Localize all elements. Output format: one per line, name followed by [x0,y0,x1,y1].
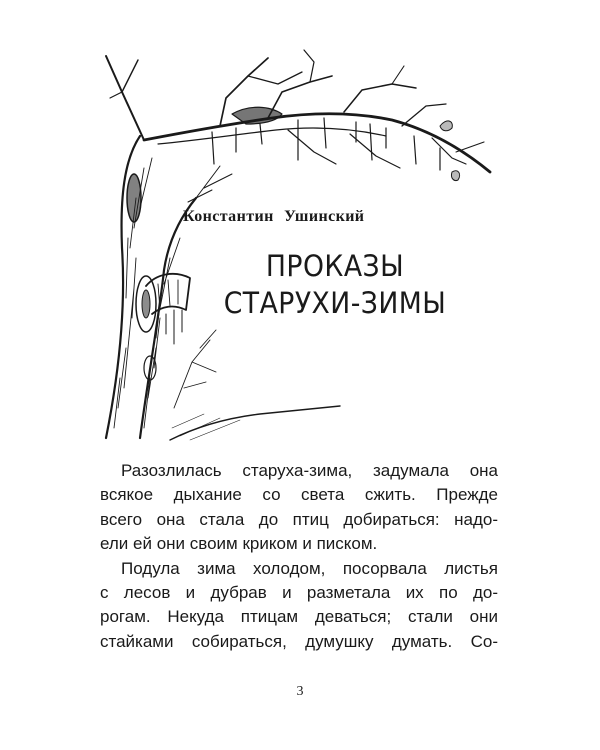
text-line: Разозлилась старуха-зима, задумала она [121,461,498,480]
author-name: Константин Ушинский [183,208,365,225]
text-line: ели ей они своим криком и писком. [100,534,378,554]
title-line-1: ПРОКАЗЫ [265,249,405,283]
page-number: 3 [296,684,304,699]
title-line-2: СТАРУХИ-ЗИМЫ [223,286,447,320]
paragraph-1 [100,459,498,557]
story-title [215,248,454,322]
text-line: Подула зима холодом, посорвала листья [121,558,498,578]
text-line: всего она стала до птиц добираться: надо- [100,509,498,529]
text-line: всякое дыхание со света сжить. Прежде [100,485,498,505]
text-line: стайками собираться, думушку думать. Со- [100,631,498,651]
story-text [100,459,498,654]
text-line: рогам. Некуда птицам деваться; стали они [100,607,498,627]
paragraph-2 [100,557,498,655]
text-line: с лесов и дубрав и разметала их по до- [100,583,498,603]
